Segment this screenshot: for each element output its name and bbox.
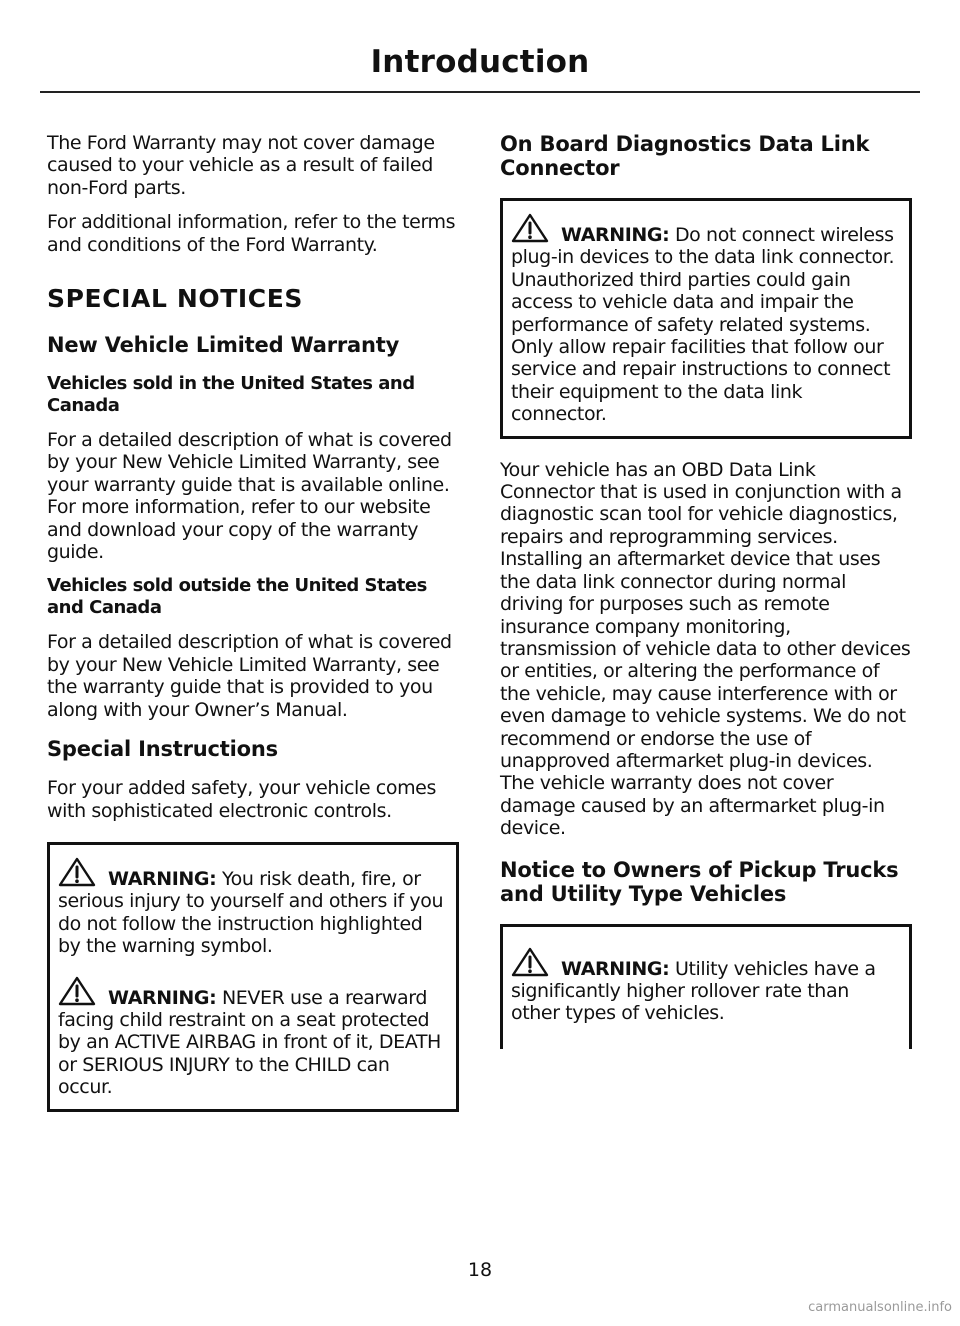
page-number: 18: [467, 1259, 493, 1281]
warning-obd: [511, 213, 901, 426]
right-column: [500, 132, 912, 1065]
heading-pickup: Notice to Owners of Pickup Trucks and Utility Type Vehicles: [500, 857, 899, 906]
warning-label: WARNING:: [108, 986, 217, 1009]
page-title: Introduction: [370, 44, 590, 80]
warning-label: WARNING:: [561, 957, 670, 980]
warning-label: WARNING:: [108, 867, 217, 890]
paragraph-us-canada: For a detailed description of what is covered by your New Vehicle Limited Warranty, see your warranty guide that is available online. For more information, refer to our website and download your copy of the warranty guide.: [47, 429, 452, 564]
warning-child-restraint: [58, 976, 448, 1099]
warning-utility-rollover: [511, 947, 901, 1025]
left-column: [47, 132, 459, 1128]
paragraph-warranty-parts: The Ford Warranty may not cover damage caused to your vehicle as a result of failed non-Ford parts.: [47, 132, 435, 199]
warning-triangle-icon: [511, 213, 557, 243]
heading-special-instructions: Special Instructions: [47, 737, 278, 762]
heading-sold-us-canada: Vehicles sold in the United States and Canada: [47, 373, 415, 417]
warning-triangle-icon: [58, 857, 104, 887]
warning-text: You risk death, fire, or serious injury to yourself and others if you do not follow the instruction highlighted by the warning symbol.: [58, 867, 444, 958]
paragraph-additional-info: For additional information, refer to the terms and conditions of the Ford Warranty.: [47, 211, 456, 256]
warning-label: WARNING:: [561, 224, 670, 246]
warning-text: Do not connect wireless plug-in devices to the data link connector. Unauthorized third parties could gain access to vehicle data and impair the performance of safety related systems. Only allow repair facilities that follow our service and repair instructions to connect their equipment to the data link connector.: [511, 224, 895, 426]
watermark: carmanualsonline.info: [808, 1300, 952, 1315]
heading-new-vehicle-warranty: New Vehicle Limited Warranty: [47, 333, 400, 358]
warning-box-pickup: [500, 924, 912, 1049]
warning-text: Utility vehicles have a significantly higher rollover rate than other types of vehicles.: [511, 957, 876, 1025]
heading-obd: On Board Diagnostics Data Link Connector: [500, 132, 870, 180]
header-divider: [40, 91, 920, 93]
paragraph-obd: Your vehicle has an OBD Data Link Connector that is used in conjunction with a diagnostic scan tool for vehicle diagnostics, repairs and reprogramming services. Installing an aftermarket device that uses the data link connector during normal driving for purposes such as remote insurance company monitoring, transmission of vehicle data to other devices or entities, or altering the performance of the vehicle, may cause interference with or even damage to vehicle systems. We do not recommend or endorse the use of unapproved aftermarket plug-in devices. The vehicle warranty does not cover damage caused by an aftermarket plug-in device.: [500, 458, 911, 840]
warning-text: NEVER use a rearward facing child restraint on a seat protected by an ACTIVE AIRBAG in front of it, DEATH or SERIOUS INJURY to the CHILD can occur.: [58, 986, 441, 1099]
warning-fire-risk: [58, 857, 448, 958]
warning-box-obd: [500, 198, 912, 439]
heading-special-notices: SPECIAL NOTICES: [47, 284, 303, 314]
paragraph-special-instructions: For your added safety, your vehicle comes with sophisticated electronic controls.: [47, 777, 436, 822]
heading-sold-outside: Vehicles sold outside the United States and Canada: [47, 575, 427, 619]
paragraph-outside: For a detailed description of what is covered by your New Vehicle Limited Warranty, see the warranty guide that is provided to you along with your Owner’s Manual.: [47, 631, 452, 721]
warning-triangle-icon: [511, 947, 557, 977]
warning-triangle-icon: [58, 976, 104, 1006]
warning-box-left: [47, 842, 459, 1112]
